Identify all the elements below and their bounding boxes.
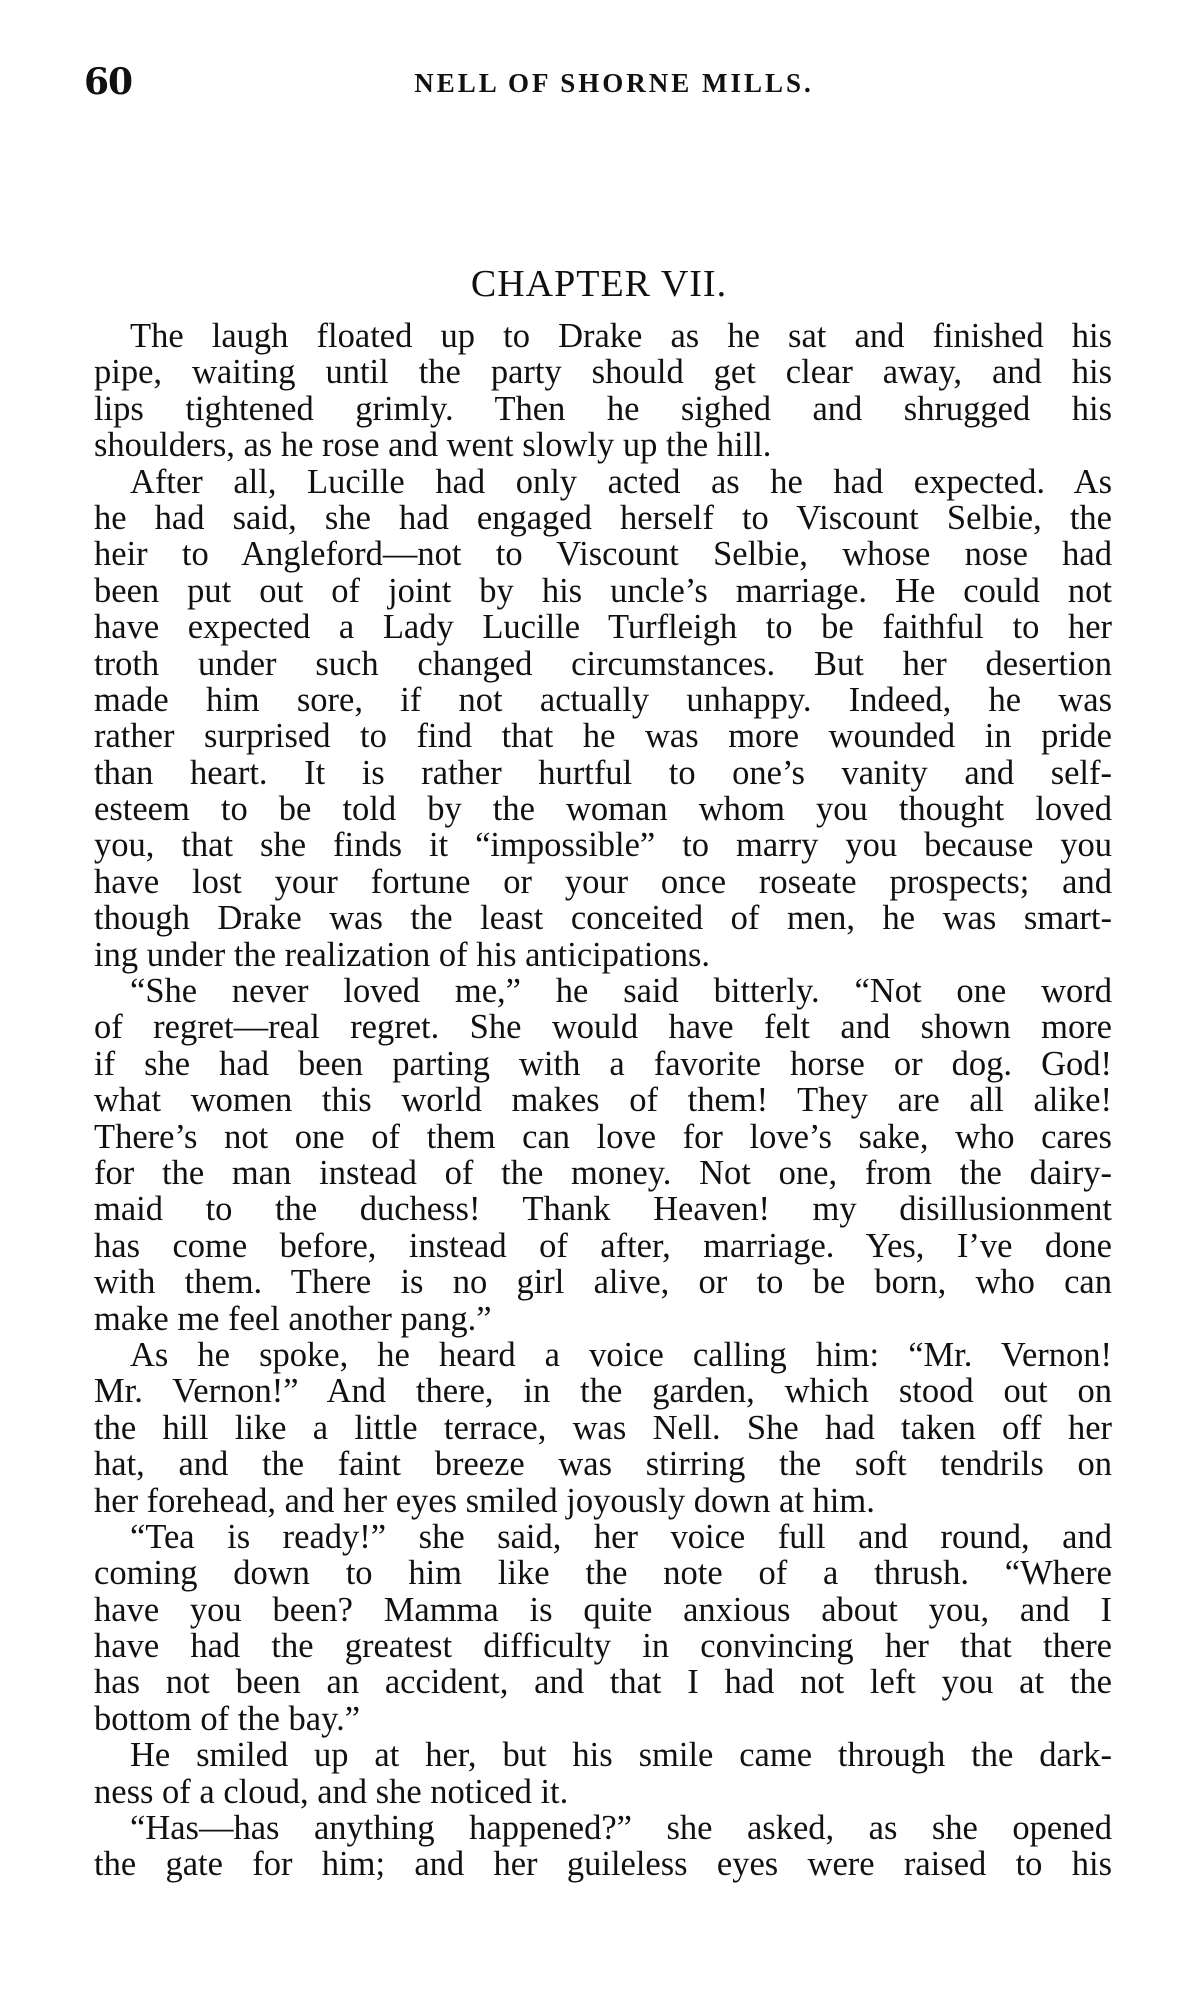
running-header <box>84 62 1114 102</box>
text-line: “Tea is ready!” she said, her voice full and round, and <box>130 1517 1112 1556</box>
text-line: After all, Lucille had only acted as he had expected. As <box>130 462 1112 501</box>
text-line: the gate for him; and her guileless eyes were raised to his <box>94 1845 1112 1884</box>
text-line: been put out of joint by his uncle’s marriage. He could not <box>94 571 1112 610</box>
text-line: As he spoke, he heard a voice calling him: “Mr. Vernon! <box>130 1335 1112 1374</box>
text-line: than heart. It is rather hurtful to one’s vanity and self- <box>94 753 1112 792</box>
text-line: There’s not one of them can love for love’s sake, who cares <box>94 1117 1112 1156</box>
text-line: “She never loved me,” he said bitterly. “Not one word <box>130 972 1112 1011</box>
text-line: “Has—has anything happened?” she asked, as she opened <box>130 1809 1112 1848</box>
text-line: make me feel another pang.” <box>94 1299 492 1338</box>
running-title: NELL OF SHORNE MILLS. <box>414 68 814 98</box>
text-line: her forehead, and her eyes smiled joyously down at him. <box>94 1481 875 1520</box>
text-line: you, that she finds it “impossible” to marry you because you <box>94 826 1112 865</box>
text-line: pipe, waiting until the party should get clear away, and his <box>94 353 1112 392</box>
text-line: He smiled up at her, but his smile came through the dark- <box>130 1736 1112 1775</box>
text-line: have you been? Mamma is quite anxious about you, and I <box>94 1590 1112 1629</box>
text-line: if she had been parting with a favorite horse or dog. God! <box>94 1044 1112 1083</box>
text-line: bottom of the bay.” <box>94 1699 361 1738</box>
text-line: have had the greatest difficulty in convincing her that there <box>94 1627 1112 1666</box>
text-line: what women this world makes of them! They are all alike! <box>94 1081 1112 1120</box>
text-line: have expected a Lady Lucille Turfleigh to be faithful to her <box>94 608 1112 647</box>
text-line: for the man instead of the money. Not one, from the dairy- <box>94 1153 1112 1192</box>
text-line: has come before, instead of after, marriage. Yes, I’ve done <box>94 1226 1112 1265</box>
text-line: hat, and the faint breeze was stirring the soft tendrils on <box>94 1445 1112 1484</box>
text-line: have lost your fortune or your once roseate prospects; and <box>94 862 1112 901</box>
text-line: of regret—real regret. She would have felt and shown more <box>94 1008 1112 1047</box>
text-line: heir to Angleford—not to Viscount Selbie, whose nose had <box>94 535 1112 574</box>
text-line: coming down to him like the note of a thrush. “Where <box>94 1554 1112 1593</box>
text-line: lips tightened grimly. Then he sighed and shrugged his <box>94 389 1112 428</box>
text-line: made him sore, if not actually unhappy. Indeed, he was <box>94 680 1112 719</box>
body-text <box>94 318 1112 1883</box>
text-line: Mr. Vernon!” And there, in the garden, which stood out on <box>94 1372 1112 1411</box>
text-line: with them. There is no girl alive, or to be born, who can <box>94 1263 1112 1302</box>
text-line: troth under such changed circumstances. But her desertion <box>94 644 1112 683</box>
text-line: The laugh floated up to Drake as he sat and finished his <box>130 317 1112 355</box>
chapter-heading: CHAPTER VII. <box>470 263 728 305</box>
text-line: shoulders, as he rose and went slowly up the hill. <box>94 426 772 465</box>
text-line: has not been an accident, and that I had not left you at the <box>94 1663 1112 1702</box>
text-line: ing under the realization of his anticipations. <box>94 935 711 974</box>
text-line: esteem to be told by the woman whom you thought loved <box>94 790 1112 829</box>
text-line: rather surprised to find that he was more wounded in pride <box>94 717 1112 756</box>
text-line: he had said, she had engaged herself to Viscount Selbie, the <box>94 498 1112 537</box>
text-line: ness of a cloud, and she noticed it. <box>94 1772 569 1811</box>
page-number: 60 <box>84 61 133 103</box>
text-line: though Drake was the least conceited of men, he was smart- <box>94 899 1112 938</box>
text-line: maid to the duchess! Thank Heaven! my disillusionment <box>94 1190 1112 1229</box>
text-line: the hill like a little terrace, was Nell. She had taken off her <box>94 1408 1112 1447</box>
